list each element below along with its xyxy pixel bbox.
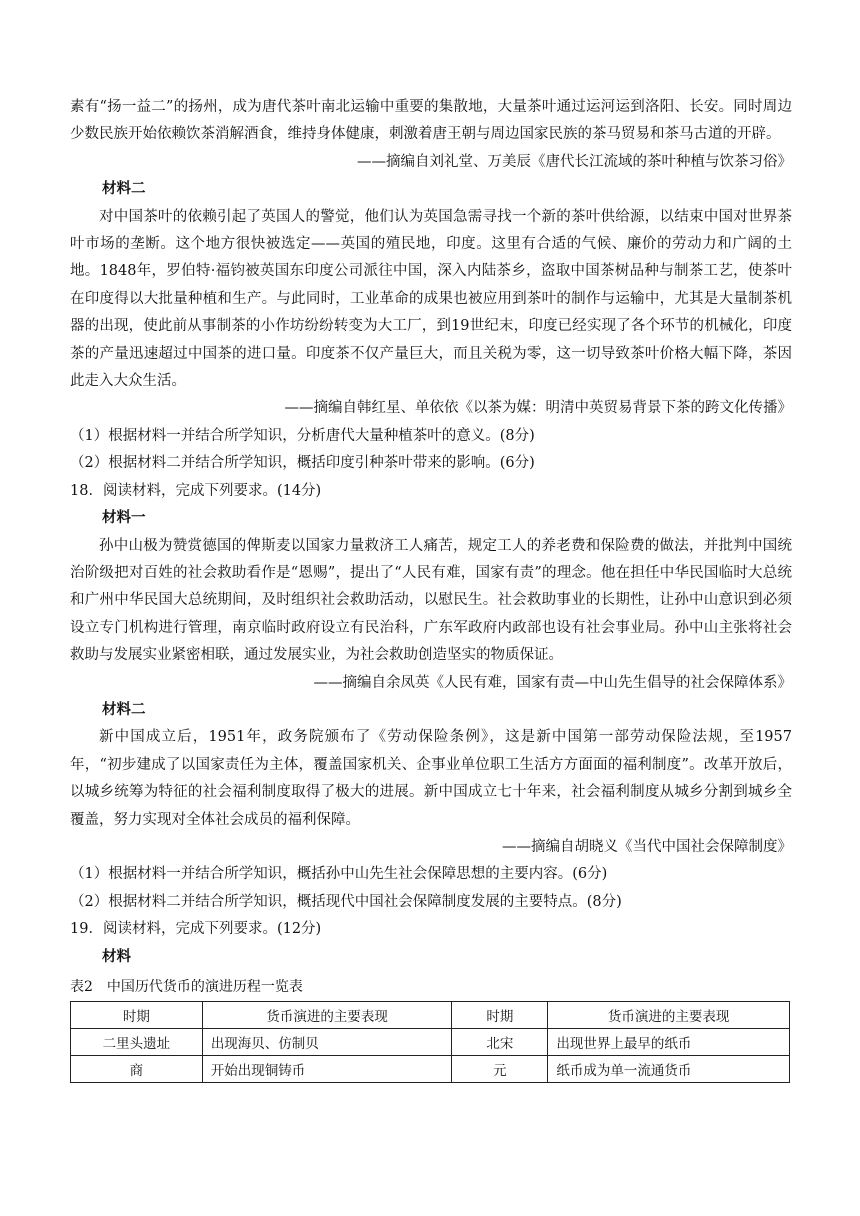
q18-material1-source: ——摘编自余凤英《人民有难，国家有责—中山先生倡导的社会保障体系》: [313, 674, 792, 691]
q18-material2-text: 新中国成立后，1951年，政务院颁布了《劳动保险条例》，这是新中国第一部劳动保险法规，至1957年，“初步建成了以国家责任为主体，覆盖国家机关、企事业单位职工生活方方面面的福利制度”。改革开放后，以城乡统筹为特征的社会福利制度取得了极大的进展。新中国成立七十年来，社会福利制度从城乡分割到城乡全覆盖，努力实现对全体社会成员的福利保障。: [70, 729, 792, 828]
table-cell: 出现世界上最早的纸币: [548, 1029, 790, 1056]
q17-material2-label: 材料二: [102, 181, 146, 198]
table-cell: 商: [71, 1056, 203, 1083]
table-cell: 北宋: [452, 1029, 548, 1056]
q17-material2-source: ——摘编自韩红星、单依依《以茶为媒：明清中英贸易背景下茶的跨文化传播》: [284, 400, 792, 417]
q19-material-label: 材料: [102, 948, 131, 965]
table-header-cell: 货币演进的主要表现: [548, 1002, 790, 1029]
table-cell: 二里头遗址: [71, 1029, 203, 1056]
table-cell: 开始出现铜铸币: [202, 1056, 452, 1083]
document-page: [70, 94, 792, 1083]
table-row: [71, 1056, 790, 1083]
table-caption: 表2 中国历代货币的演进历程一览表: [70, 979, 303, 995]
table-header-cell: 货币演进的主要表现: [202, 1002, 452, 1029]
table-cell: 出现海贝、仿制贝: [202, 1029, 452, 1056]
intro-paragraph: 素有“扬一益二”的扬州，成为唐代茶叶南北运输中重要的集散地，大量茶叶通过运河运到洛阳、长安。同时周边少数民族开始依赖饮茶消解酒食，维持身体健康，刺激着唐王朝与周边国家民族的茶马贸易和茶马古道的开辟。: [70, 99, 792, 143]
q18-material1-text: 孙中山极为赞赏德国的俾斯麦以国家力量救济工人痛苦，规定工人的养老费和保险费的做法，并批判中国统治阶级把对百姓的社会救助看作是“恩赐”，提出了“人民有难，国家有责”的理念。他在担任中华民国临时大总统和广州中华民国大总统期间，及时组织社会救助活动，以慰民生。社会救助事业的长期性，让孙中山意识到必须设立专门机构进行管理，南京临时政府设立有民治科，广东军政府内政部也设有社会事业局。孙中山主张将社会救助与发展实业紧密相联，通过发展实业，为社会救助创造坚实的物质保证。: [70, 537, 792, 664]
table-cell: 纸币成为单一流通货币: [548, 1056, 790, 1083]
table-header-cell: 时期: [452, 1002, 548, 1029]
q18-material2-label: 材料二: [102, 701, 146, 718]
q18-material2-source: ——摘编自胡晓义《当代中国社会保障制度》: [502, 838, 792, 855]
q17-subquestion-1: （1）根据材料一并结合所学知识，分析唐代大量种植茶叶的意义。(8分): [70, 427, 535, 444]
table-header-cell: 时期: [71, 1002, 203, 1029]
table-cell: 元: [452, 1056, 548, 1083]
table-header-row: [71, 1002, 790, 1029]
q18-subquestion-1: （1）根据材料一并结合所学知识，概括孙中山先生社会保障思想的主要内容。(6分): [70, 866, 608, 883]
q18-subquestion-2: （2）根据材料二并结合所学知识，概括现代中国社会保障制度发展的主要特点。(8分): [70, 893, 622, 910]
q18-heading: 18．阅读材料，完成下列要求。(14分): [70, 482, 322, 499]
q17-material2-text: 对中国茶叶的依赖引起了英国人的警觉，他们认为英国急需寻找一个新的茶叶供给源，以结束中国对世界茶叶市场的垄断。这个地方很快被选定——英国的殖民地，印度。这里有合适的气候、廉价的劳动力和广阔的土地。1848年，罗伯特·福钧被英国东印度公司派往中国，深入内陆茶乡，盗取中国茶树品种与制茶工艺，使茶叶在印度得以大批量种植和生产。与此同时，工业革命的成果也被应用到茶叶的制作与运输中，尤其是大量制茶机器的出现，使此前从事制茶的小作坊纷纷转变为大工厂，到19世纪末，印度已经实现了各个环节的机械化，印度茶的产量迅速超过中国茶的进口量。印度茶不仅产量巨大，而且关税为零，这一切导致茶叶价格大幅下降，茶因此走入大众生活。: [70, 208, 792, 390]
q17-subquestion-2: （2）根据材料二并结合所学知识，概括印度引种茶叶带来的影响。(6分): [70, 455, 535, 472]
source-citation-17a: ——摘编自刘礼堂、万美辰《唐代长江流域的茶叶种植与饮茶习俗》: [357, 153, 792, 170]
currency-table: [70, 1001, 790, 1083]
q18-material1-label: 材料一: [102, 510, 146, 527]
table-row: [71, 1029, 790, 1056]
q19-heading: 19．阅读材料，完成下列要求。(12分): [70, 921, 322, 938]
